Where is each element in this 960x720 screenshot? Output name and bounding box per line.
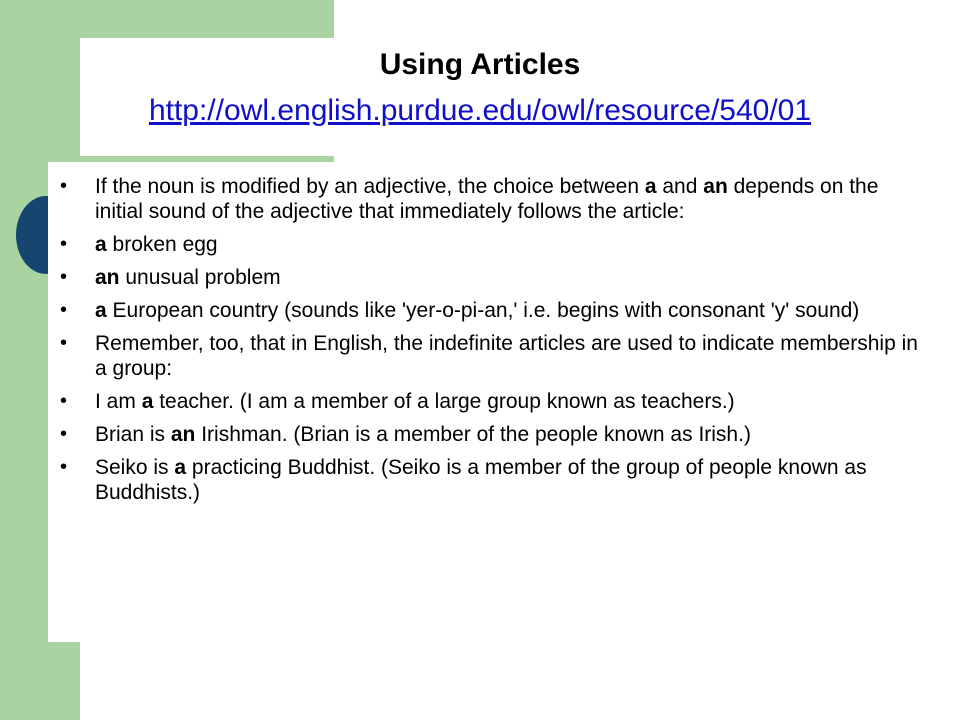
bullet-text: teacher. (I am a member of a large group known as teachers.): [153, 390, 735, 413]
bullet-bold-text: a: [95, 299, 107, 322]
bottom-white-area: [80, 640, 960, 720]
bullet-text: depends on the initial sound of the adjective that immediately follows the article:: [95, 175, 879, 223]
bullet-item: [60, 232, 920, 257]
bullet-text: If the noun is modified by an adjective, the choice between: [95, 175, 645, 198]
bullet-item: [60, 331, 920, 381]
bullet-bold-text: a: [95, 233, 107, 256]
bullet-text: I am: [95, 390, 142, 413]
bullet-bold-text: a: [174, 456, 187, 479]
bullet-text: European country (sounds like 'yer-o-pi-an,' i.e. begins with consonant 'y' sound): [106, 299, 860, 322]
bullet-bold-text: an: [95, 266, 120, 289]
bullet-text: and: [656, 175, 704, 198]
bullet-text: practicing Buddhist. (Seiko is a member of the group of people known as Buddhists.): [95, 456, 867, 504]
bullet-item: [60, 174, 920, 224]
bullet-text: Seiko is: [95, 456, 175, 479]
bullet-item: [60, 298, 920, 323]
bullet-item: [60, 265, 920, 290]
slide-title: Using Articles: [379, 48, 581, 81]
bullet-text: Remember, too, that in English, the indefinite articles are used to indicate membership in a group:: [95, 332, 918, 380]
bullet-bold-text: an: [170, 423, 196, 446]
bullet-item: [60, 422, 920, 447]
bullet-text: broken egg: [106, 233, 218, 256]
bullet-bold-text: a: [644, 175, 657, 198]
bullet-item: [60, 455, 920, 505]
bullet-text: unusual problem: [119, 266, 281, 289]
bullet-list: [60, 174, 920, 513]
bullet-item: [60, 389, 920, 414]
bullet-text: Brian is: [95, 423, 171, 446]
bullet-bold-text: a: [141, 390, 154, 413]
bullet-text: Irishman. (Brian is a member of the people known as Irish.): [195, 423, 751, 446]
source-url-link[interactable]: http://owl.english.purdue.edu/owl/resource/540/01: [148, 94, 812, 127]
bullet-bold-text: an: [703, 175, 728, 198]
